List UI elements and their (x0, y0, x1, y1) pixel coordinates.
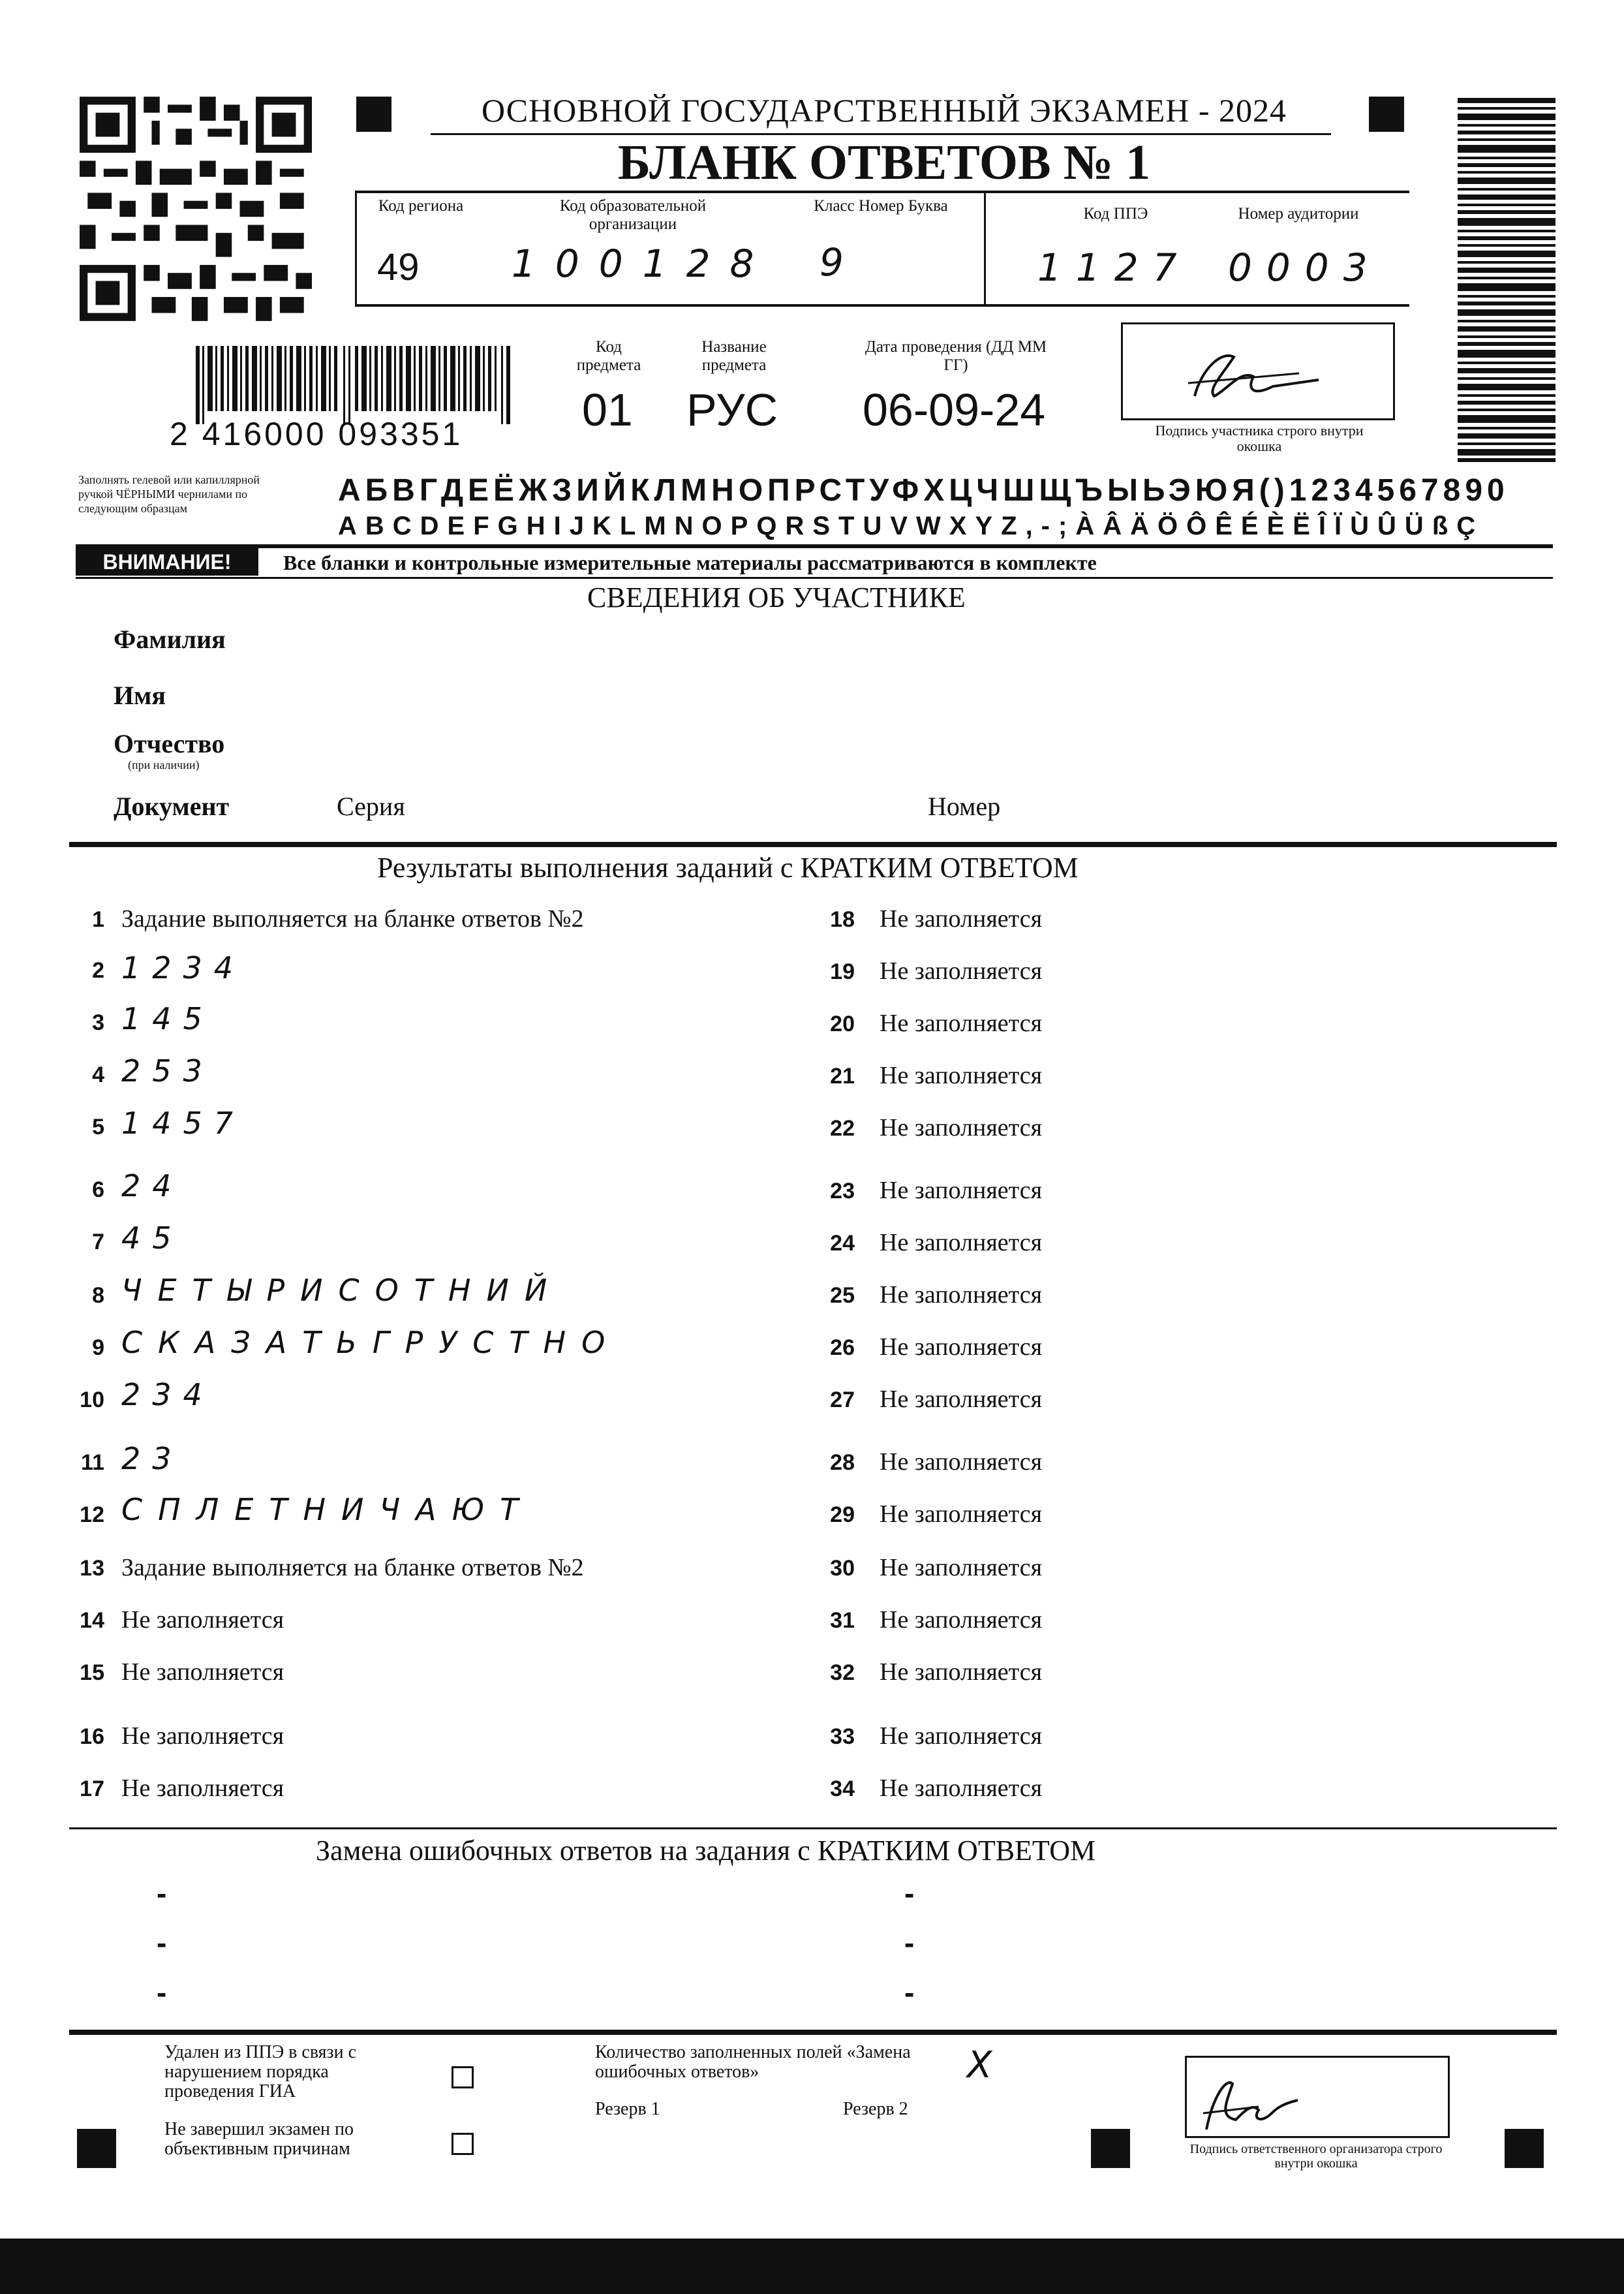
question-number: 22 (830, 1116, 855, 1141)
question-number: 25 (830, 1283, 855, 1308)
answer-text: Не заполняется (880, 1062, 1043, 1089)
question-number: 19 (830, 959, 855, 984)
vertical-barcode-icon (1458, 98, 1555, 463)
answer-handwritten: 234 (121, 1377, 214, 1412)
series-label: Серия (337, 792, 405, 821)
answer-text: Не заполняется (880, 1448, 1043, 1476)
participant-signature-label: Подпись участника строго внутри окошка (1155, 422, 1364, 454)
bottom-band (0, 2239, 1624, 2294)
sample-latin: ABCDEFGHIJKLMNOPQRSTUVWXYZ,-;ÀÂÄÖÔÊÉÈËÎÏÙÛÜßÇ (338, 512, 1484, 540)
corner-marker-top-left (356, 97, 391, 132)
answers-top-line (69, 842, 1557, 847)
answer-handwritten: 1234 (121, 950, 245, 985)
question-number: 15 (80, 1660, 104, 1685)
answers-section-title: Результаты выполнения заданий с КРАТКИМ ОТВЕТОМ (377, 852, 1079, 884)
warning-top-line (76, 544, 1553, 548)
answer-text: Не заполняется (880, 1554, 1043, 1581)
answer-text: Задание выполняется на бланке ответов №2 (121, 905, 584, 933)
subject-name-label: Название предмета (701, 338, 767, 374)
warning-text: Все бланки и контрольные измерительные материалы рассматриваются в комплекте (283, 551, 1097, 574)
info-table-left-border (355, 191, 357, 307)
info-table-bottom-border (355, 304, 1409, 307)
info-table-top-border (355, 191, 1409, 193)
replacement-dash: - (904, 1976, 915, 2009)
replacement-count-label: Количество заполненных полей «Замена ошибочных ответов» (595, 2042, 911, 2082)
question-number: 21 (830, 1064, 855, 1089)
sample-instruction: Заполнять гелевой или капиллярной ручкой ЧЁРНЫМИ чернилами по следующим образцам (78, 473, 260, 515)
exam-date-label: Дата проведения (ДД ММ ГГ) (865, 338, 1047, 374)
question-number: 14 (80, 1608, 104, 1633)
number-label: Номер (928, 792, 1001, 821)
answer-text: Не заполняется (880, 1114, 1043, 1141)
question-number: 7 (92, 1230, 104, 1254)
answer-text: Не заполняется (880, 1775, 1043, 1802)
qr-code-icon (80, 97, 312, 321)
answer-text: Не заполняется (880, 1229, 1043, 1256)
footer-top-line (69, 2030, 1557, 2035)
question-number: 8 (92, 1283, 104, 1308)
question-number: 18 (830, 907, 855, 932)
reserve1-label: Резерв 1 (595, 2099, 660, 2119)
subject-name-value: РУС (686, 384, 778, 435)
answer-text: Не заполняется (880, 1722, 1043, 1750)
answer-handwritten: ЧЕТЫРИСОТНИЙ (121, 1273, 563, 1308)
auditorium-value: 0003 (1228, 245, 1382, 290)
organizer-signature-icon (1187, 2058, 1452, 2140)
answer-text: Не заполняется (880, 1333, 1043, 1361)
participant-signature-box[interactable] (1121, 322, 1395, 420)
question-number: 31 (830, 1608, 855, 1633)
question-number: 20 (830, 1012, 855, 1036)
warning-badge: ВНИМАНИЕ! (76, 548, 258, 576)
question-number: 3 (92, 1010, 104, 1035)
answer-text: Не заполняется (880, 905, 1043, 933)
surname-label: Фамилия (114, 625, 226, 654)
answer-text: Не заполняется (880, 1177, 1043, 1204)
participant-signature-icon (1123, 324, 1397, 422)
answer-text: Не заполняется (121, 1722, 284, 1750)
question-number: 34 (830, 1776, 855, 1801)
answer-text: Не заполняется (880, 1010, 1043, 1037)
replacement-dash: - (157, 1976, 167, 2009)
answer-handwritten: СКАЗАТЬГРУСТНО (121, 1325, 621, 1360)
question-number: 17 (80, 1776, 104, 1801)
patronymic-label: Отчество (114, 729, 225, 758)
organizer-signature-box[interactable] (1185, 2056, 1450, 2138)
answer-text: Не заполняется (121, 1775, 284, 1802)
question-number: 23 (830, 1179, 855, 1203)
replacement-top-line (69, 1827, 1557, 1829)
removed-checkbox[interactable] (452, 2066, 474, 2088)
question-number: 9 (92, 1335, 104, 1360)
subject-code-label: Код предмета (576, 338, 641, 374)
question-number: 33 (830, 1724, 855, 1749)
answer-handwritten: 145 (121, 1001, 214, 1036)
question-number: 24 (830, 1231, 855, 1256)
answer-text: Не заполняется (121, 1606, 284, 1634)
answer-text: Не заполняется (880, 1386, 1043, 1413)
org-code-value: 100128 (512, 241, 774, 286)
exam-date-value: 06-09-24 (863, 384, 1046, 435)
question-number: 10 (80, 1387, 104, 1412)
ppe-code-label: Код ППЭ (1083, 205, 1148, 223)
removed-label: Удален из ППЭ в связи с нарушением порядка проведения ГИА (164, 2042, 357, 2101)
patronymic-note: (при наличии) (128, 758, 200, 771)
barcode-icon (196, 346, 535, 424)
question-number: 32 (830, 1660, 855, 1685)
question-number: 16 (80, 1724, 104, 1749)
replacement-section-title: Замена ошибочных ответов на задания с КРАТКИМ ОТВЕТОМ (316, 1835, 1096, 1867)
corner-marker-bottom-left (77, 2129, 116, 2168)
question-number: 27 (830, 1387, 855, 1412)
replacement-dash: - (157, 1926, 167, 1960)
reserve2-label: Резерв 2 (843, 2099, 908, 2119)
replacement-count-value: X (967, 2044, 992, 2086)
corner-marker-bottom-right (1505, 2129, 1544, 2168)
question-number: 29 (830, 1502, 855, 1527)
answer-text: Не заполняется (880, 1658, 1043, 1686)
class-value: 9 (820, 240, 844, 285)
question-number: 28 (830, 1450, 855, 1475)
ppe-code-value: 1127 (1037, 245, 1191, 290)
answer-handwritten: 24 (121, 1168, 183, 1203)
question-number: 2 (92, 958, 104, 983)
question-number: 11 (81, 1450, 104, 1475)
name-label: Имя (114, 681, 166, 710)
auditorium-label: Номер аудитории (1238, 205, 1359, 223)
warning-bottom-line (76, 577, 1553, 579)
answer-text: Не заполняется (880, 1606, 1043, 1634)
question-number: 6 (92, 1177, 104, 1202)
answer-handwritten: 1457 (121, 1106, 245, 1141)
replacement-dash: - (157, 1876, 167, 1910)
region-code-label: Код региона (378, 197, 464, 215)
replacement-dash: - (904, 1926, 915, 1960)
question-number: 12 (80, 1502, 104, 1527)
answer-text: Не заполняется (880, 1500, 1043, 1528)
not-finished-label: Не завершил экзамен по объективным причинам (164, 2119, 354, 2159)
not-finished-checkbox[interactable] (452, 2133, 474, 2155)
answer-handwritten: 23 (121, 1441, 183, 1476)
corner-marker-top-right (1369, 97, 1404, 132)
info-table-divider (984, 191, 986, 307)
question-number: 1 (92, 907, 104, 932)
answer-text: Не заполняется (880, 957, 1043, 985)
answer-handwritten: 45 (121, 1220, 183, 1256)
answer-handwritten: СПЛЕТНИЧАЮТ (121, 1492, 534, 1527)
question-number: 26 (830, 1335, 855, 1360)
document-label: Документ (114, 792, 230, 821)
question-number: 5 (92, 1115, 104, 1139)
form-title: БЛАНК ОТВЕТОВ № 1 (617, 135, 1151, 190)
class-label: Класс Номер Буква (814, 197, 948, 215)
exam-title: ОСНОВНОЙ ГОСУДАРСТВЕННЫЙ ЭКЗАМЕН - 2024 (482, 92, 1287, 129)
answer-text: Не заполняется (880, 1281, 1043, 1309)
organizer-signature-label: Подпись ответственного организатора строго внутри окошка (1189, 2142, 1443, 2171)
question-number: 4 (92, 1062, 104, 1087)
question-number: 30 (830, 1556, 855, 1581)
answer-handwritten: 253 (121, 1053, 214, 1089)
org-code-label: Код образовательной организации (559, 197, 707, 233)
region-code-value: 49 (377, 246, 420, 288)
question-number: 13 (80, 1556, 104, 1581)
barcode-number: 2 416000 093351 (170, 416, 463, 452)
replacement-dash: - (904, 1876, 915, 1910)
answer-text: Задание выполняется на бланке ответов №2 (121, 1554, 584, 1581)
participant-section-title: СВЕДЕНИЯ ОБ УЧАСТНИКЕ (587, 581, 966, 613)
subject-code-value: 01 (582, 384, 633, 435)
corner-marker-bottom-mid (1091, 2129, 1130, 2168)
sample-cyrillic: АБВГДЕЁЖЗИЙКЛМНОПРСТУФХЦЧШЩЪЫЬЭЮЯ()1234567890 (338, 473, 1509, 508)
answer-text: Не заполняется (121, 1658, 284, 1686)
